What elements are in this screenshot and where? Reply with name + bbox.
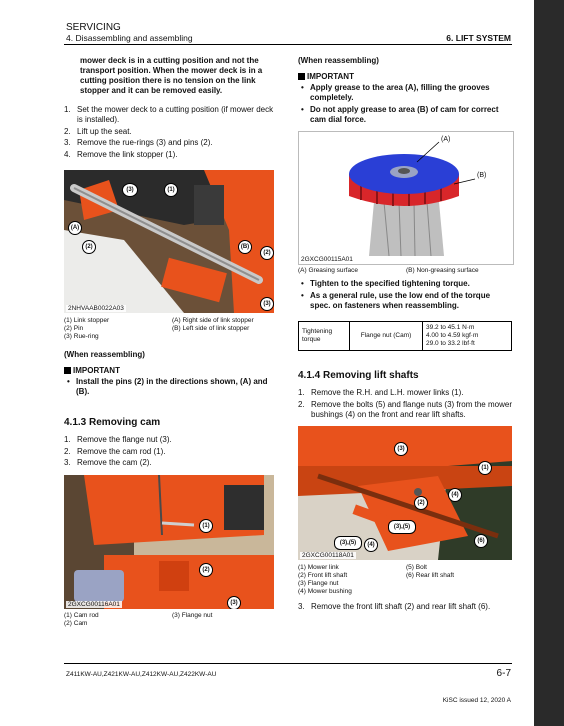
callout-2b: (2) — [260, 246, 274, 260]
step-item: 3. Remove the rue-rings (3) and pins (2). — [64, 138, 213, 147]
callout-3b: (3) — [260, 297, 274, 311]
footer-page-number: 6-7 — [496, 668, 511, 679]
important-heading-right: IMPORTANT — [298, 72, 354, 82]
step-item: 1. Remove the flange nut (3). — [64, 435, 172, 444]
cam-grease-figure — [298, 131, 514, 265]
link-stopper-photo — [64, 170, 274, 313]
important-square-icon — [64, 367, 71, 374]
step-item: 4. Remove the link stopper (1). — [64, 149, 178, 159]
important-list-right — [298, 83, 512, 126]
step-item: 3. Remove the cam (2). — [64, 458, 152, 467]
label-B: (B) — [477, 172, 487, 179]
image-code: 2GXCG00115A01 — [301, 256, 353, 263]
label-A: (A) — [441, 136, 451, 143]
callout-3: (3) — [394, 442, 408, 456]
cam-illustration — [64, 475, 274, 609]
important-square-icon — [298, 73, 305, 80]
steps-list-1 — [64, 105, 276, 161]
step-item: 2. Lift up the seat. — [64, 126, 132, 136]
footer-issue: KiSC issued 12, 2020 A — [442, 697, 511, 704]
torque-notes — [298, 279, 512, 312]
bullet-item: • As a general rule, use the low end of the torque spec. on fasteners when reassembling. — [301, 290, 491, 310]
step-item: 1. Set the mower deck to a cutting position (if mower deck is installed). — [64, 105, 274, 124]
torque-item: Flange nut (Cam) — [350, 322, 423, 351]
step-item: 2. Remove the bolts (5) and flange nuts (3) from the mower bushings (4) on the front and rear lift shafts. — [298, 399, 512, 419]
callout-1: (1) — [164, 183, 178, 197]
image-code: 2GXCG00118A01 — [302, 552, 354, 559]
callout-A: (A) — [68, 221, 82, 235]
steps-list-414 — [298, 388, 512, 421]
section-4-1-4-title: 4.1.4 Removing lift shafts — [298, 370, 419, 381]
legend-2b: (3) Flange nut — [172, 612, 213, 619]
cam-grease-illustration — [299, 132, 513, 264]
when-reassembling-right: (When reassembling) — [298, 56, 379, 65]
callout-1: (1) — [199, 519, 213, 533]
header-subsection: 4. Disassembling and assembling — [66, 33, 193, 43]
header-chapter: 6. LIFT SYSTEM — [446, 33, 511, 43]
header-section: SERVICING — [66, 22, 121, 33]
callout-6: (6) — [474, 534, 488, 548]
fig-legend-b: (B) Non-greasing surface — [406, 267, 479, 274]
callout-4b: (4) — [364, 538, 378, 552]
steps-list-414-b — [298, 602, 512, 614]
step-item: 2. Remove the cam rod (1). — [64, 446, 166, 456]
footer-rule — [64, 663, 512, 664]
callout-1: (1) — [478, 461, 492, 475]
legend-2a: (1) Cam rod (2) Cam — [64, 612, 99, 627]
image-code: 2GXCG00116A01 — [68, 601, 120, 608]
lift-shaft-photo — [298, 426, 512, 560]
bullet-item: • Apply grease to the area (A), filling the grooves completely. — [301, 83, 490, 102]
legend-3a: (1) Mower link (2) Front lift shaft (3) Flange nut (4) Mower bushing — [298, 564, 352, 595]
bullet-item: • Install the pins (2) in the directions shown, (A) and (B). — [67, 377, 268, 396]
section-4-1-3-title: 4.1.3 Removing cam — [64, 417, 161, 428]
warning-note: mower deck is in a cutting position and not the transport position. When the mower deck is in a cutting position there is no tension on the link stopper and it can be removed easily. — [80, 56, 263, 95]
important-list-left — [64, 377, 276, 399]
callout-2: (2) — [199, 563, 213, 577]
steps-list-413 — [64, 435, 276, 470]
cam-photo — [64, 475, 274, 609]
step-item: 1. Remove the R.H. and L.H. mower links (1). — [298, 388, 464, 397]
callout-3-5b: (3),(5) — [334, 536, 362, 550]
torque-label: Tightening torque — [299, 322, 350, 351]
torque-values: 39.2 to 45.1 N·m 4.00 to 4.59 kgf·m 29.0 to 33.2 lbf·ft — [423, 322, 512, 351]
bullet-item: • Tighten to the specified tightening torque. — [301, 279, 470, 288]
callout-2: (2) — [82, 240, 96, 254]
legend-3b: (5) Bolt (6) Rear lift shaft — [406, 564, 455, 579]
torque-table — [298, 321, 512, 351]
callout-3: (3) — [122, 183, 138, 197]
step-item: 3. Remove the front lift shaft (2) and rear lift shaft (6). — [298, 602, 491, 611]
callout-B: (B) — [238, 240, 252, 254]
legend-1b: (A) Right side of link stopper (B) Left side of link stopper — [172, 317, 254, 332]
bullet-item: • Do not apply grease to area (B) of cam for correct cam dial force. — [301, 104, 499, 124]
callout-3-5a: (3),(5) — [388, 520, 416, 534]
callout-3: (3) — [227, 596, 241, 609]
fig-legend-a: (A) Greasing surface — [298, 267, 358, 274]
callout-4: (4) — [448, 488, 462, 502]
when-reassembling: (When reassembling) — [64, 350, 145, 359]
image-code: 2NHVAAB0022A03 — [68, 305, 124, 312]
header-rule — [64, 44, 512, 45]
legend-1a: (1) Link stopper (2) Pin (3) Rue-ring — [64, 317, 110, 340]
important-heading: IMPORTANT — [64, 366, 120, 376]
callout-2: (2) — [414, 496, 428, 510]
page-edge-shadow — [534, 0, 564, 726]
footer-models: Z411KW-AU,Z421KW-AU,Z412KW-AU,Z422KW-AU — [66, 671, 217, 678]
